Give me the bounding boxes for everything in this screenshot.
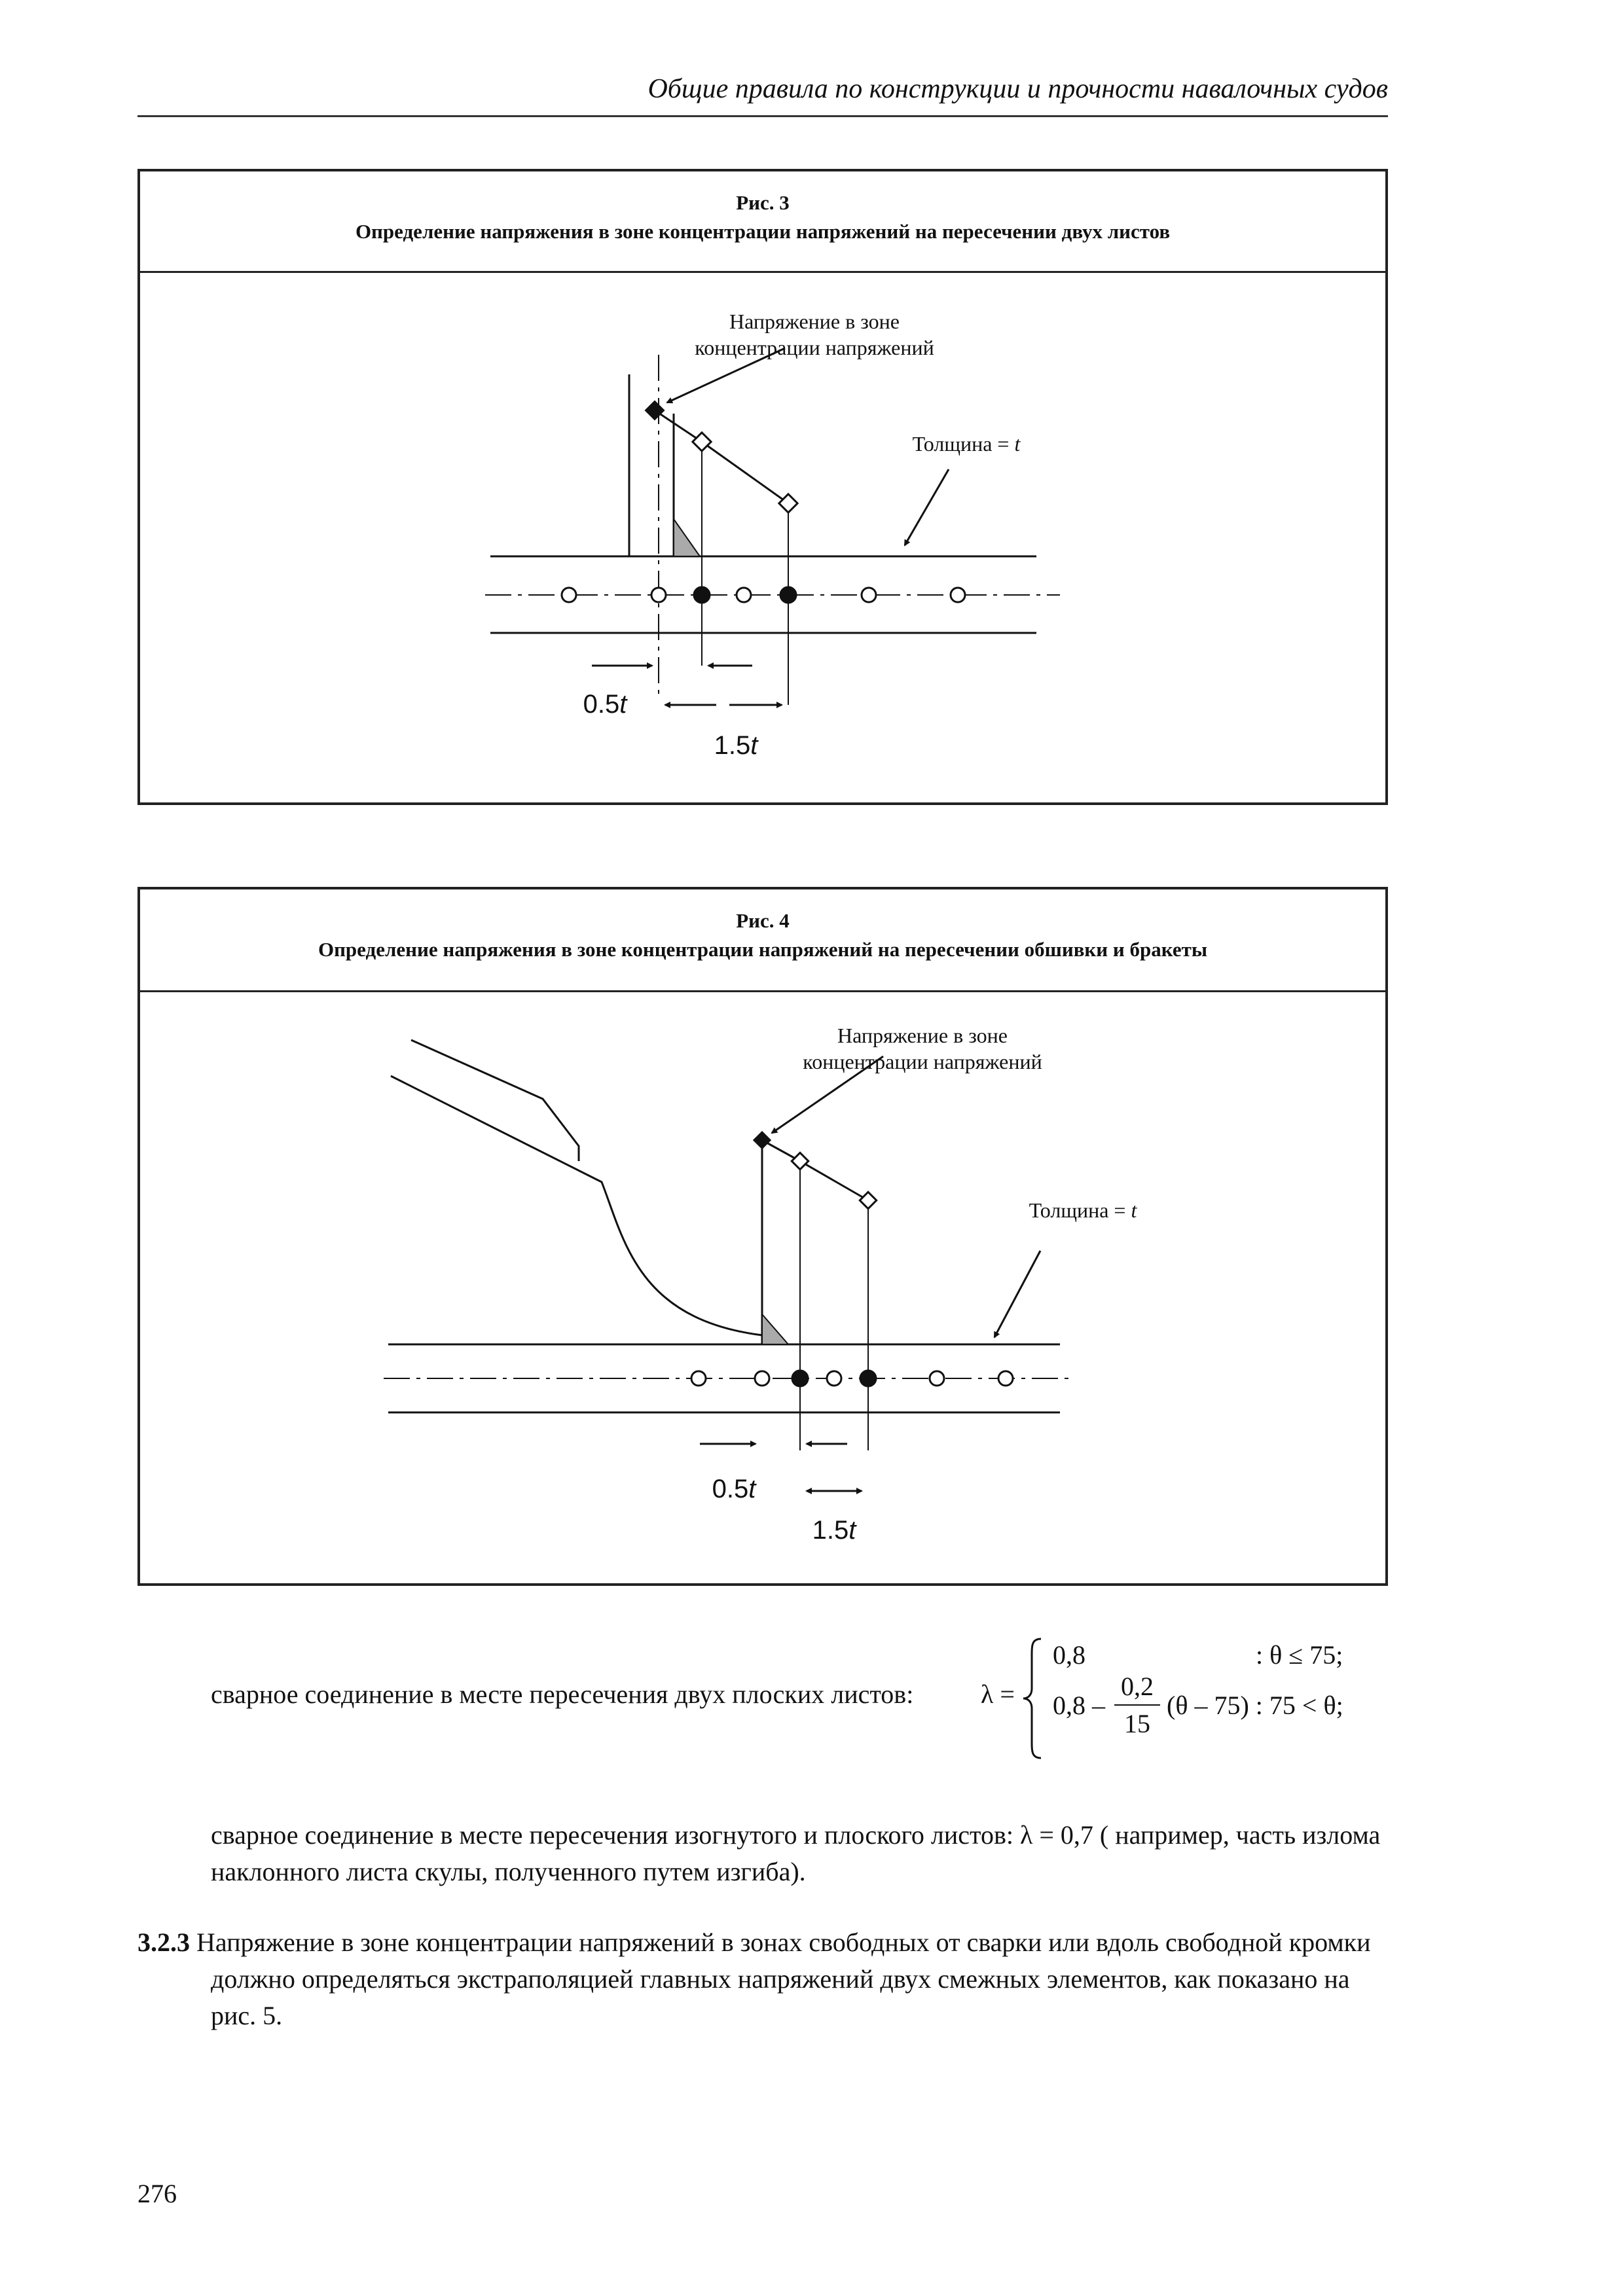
weld-fillet (762, 1314, 788, 1344)
figure-3-title: Определение напряжения в зоне концентрации напряжений на пересечении двух листов (355, 220, 1171, 243)
figure-4-box (137, 887, 1388, 1586)
dim-label-0.5t: 0.5t (712, 1475, 756, 1503)
figure-3-box (137, 169, 1388, 805)
stress-callout-line1: Напряжение в зоне (729, 310, 900, 333)
figure-4-diagram (140, 992, 1385, 1585)
bracket-outline (391, 1040, 868, 1450)
figure-4-title: Определение напряжения в зоне концентрации напряжений на пересечении обшивки и бракеты (318, 938, 1208, 961)
read-point-1 (693, 433, 711, 451)
thickness-callout: Толщина = t (912, 432, 1021, 456)
formula-fraction-numerator: 0,2 (1121, 1672, 1154, 1701)
figure-3-number: Рис. 3 (736, 191, 790, 214)
section-3-2-3-number: 3.2.3 (137, 1928, 190, 1957)
formula-brace (1021, 1636, 1044, 1761)
formula-case1-value: 0,8 (1053, 1640, 1085, 1670)
section-3-2-3 (137, 1924, 1389, 2034)
stress-callout-line2: концентрации напряжений (803, 1050, 1042, 1073)
hotspot-marker (753, 1131, 771, 1149)
stress-callout-line2: концентрации напряжений (695, 336, 934, 359)
figure-4-number: Рис. 4 (736, 909, 790, 932)
stress-callout-line1: Напряжение в зоне (837, 1024, 1008, 1047)
section-3-2-3-text: Напряжение в зоне концентрации напряжений в зонах свободных от сварки или вдоль свободной кромки должно определяться экстраполяцией главных напряжений двух смежных элементов, как показано на рис. 5. (190, 1928, 1371, 2030)
read-point-2 (779, 494, 797, 512)
paragraph-bent-plate: сварное соединение в месте пересечения изогнутого и плоского листов: λ = 0,7 ( например, часть излома наклонного листа скулы, полученного путем изгиба). (211, 1820, 1381, 1886)
hotspot-marker (644, 400, 665, 420)
plate-lines (384, 1344, 1068, 1412)
formula-fraction-denominator: 15 (1124, 1709, 1150, 1738)
figure-3-diagram (140, 273, 1385, 803)
header-rule (137, 115, 1388, 117)
figure-4-caption (140, 889, 1385, 992)
extrapolation-line (762, 1140, 868, 1200)
formula-label: сварное соединение в месте пересечения двух плоских листов: (211, 1679, 914, 1709)
formula-lambda: λ = (981, 1679, 1015, 1709)
formula-fraction-bar (1114, 1704, 1160, 1706)
figure-3-caption (140, 171, 1385, 273)
page-number: 276 (137, 2179, 177, 2208)
formula-case2-lead: 0,8 – (1053, 1691, 1105, 1720)
read-point-2 (860, 1192, 876, 1208)
callout-arrows (772, 1056, 1040, 1337)
formula-case2-tail: (θ – 75) : 75 < θ; (1167, 1691, 1343, 1720)
dim-label-1.5t: 1.5t (714, 731, 758, 760)
running-header-title: Общие правила по конструкции и прочности навалочных судов (647, 74, 1388, 104)
formula-case1-condition: : θ ≤ 75; (1256, 1640, 1343, 1670)
dim-label-0.5t: 0.5t (583, 690, 627, 719)
extrapolation-line (655, 410, 788, 503)
read-point-1 (792, 1153, 808, 1169)
dim-label-1.5t: 1.5t (812, 1516, 856, 1545)
weld-fillet (674, 519, 700, 556)
thickness-callout: Толщина = t (1029, 1198, 1137, 1222)
